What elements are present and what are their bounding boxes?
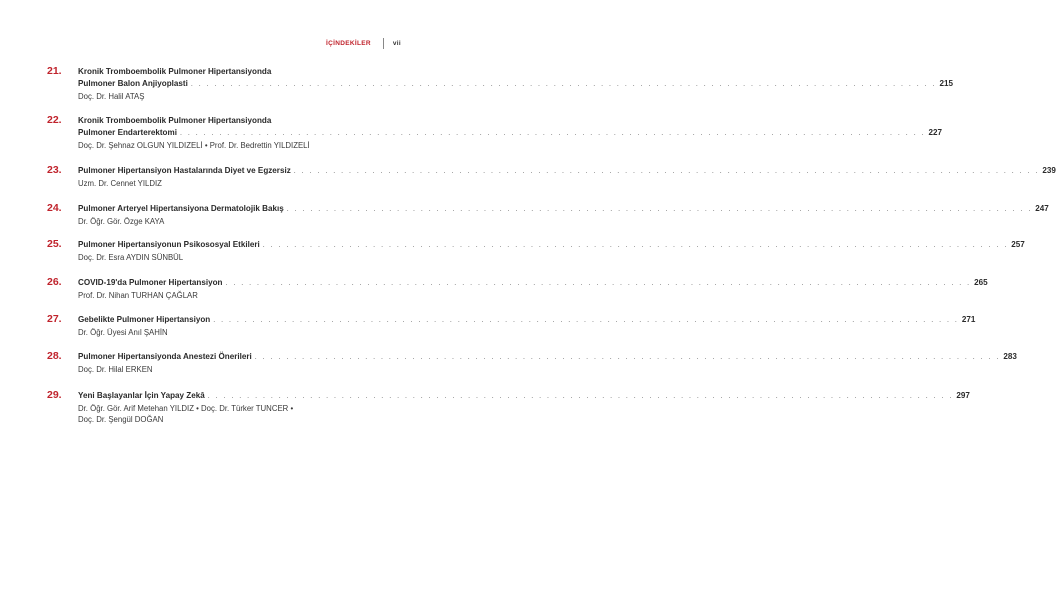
page-ref: 215 [939,79,953,88]
running-header [326,37,401,49]
chapter-authors: Prof. Dr. Nihan TURHAN ÇAĞLAR [78,291,198,300]
chapter-title-line [78,203,1049,216]
page-ref: 297 [956,391,970,400]
chapter-title-line [78,165,1056,178]
chapter-title-line [78,277,988,290]
header-divider [383,38,384,49]
chapter-title-line [78,239,1025,252]
entry-body [78,115,943,151]
chapter-authors: Doç. Dr. Şengül DOĞAN [78,415,164,424]
chapter-number: 23. [47,164,62,176]
chapter-number: 25. [47,238,62,250]
chapter-authors: Dr. Öğr. Gör. Özge KAYA [78,217,165,226]
chapter-number: 26. [47,276,62,288]
page-ref: 271 [961,315,976,324]
entry-body [78,66,953,102]
chapter-title: Pulmoner Endarterektomi [78,128,177,137]
entry-body [78,165,1056,189]
chapter-number: 22. [47,114,62,126]
chapter-title-line [78,390,970,403]
entry-body [78,203,1049,227]
chapter-title-line [78,115,382,127]
chapter-title: COVID-19'da Pulmoner Hipertansiyon [78,278,223,287]
chapter-number: 28. [47,350,62,362]
page-ref: 227 [928,128,943,137]
entry-body [78,314,976,338]
dot-leader: . . . . . . . . . . . . . . . . . . . . . . . . . . . . . . . . . . . . . . . . . . . . . . . . . . . . . . . . . . . . . . . . . . . . . . . . . . . . . . . . . . . . . . . . . . . . . . . [207,393,954,400]
chapter-authors: Doç. Dr. Halil ATAŞ [78,92,145,101]
chapter-title-line [78,127,943,140]
chapter-title: Pulmoner Hipertansiyonda Anestezi Önerileri [78,352,252,361]
page-ref: 239 [1042,166,1056,175]
dot-leader: . . . . . . . . . . . . . . . . . . . . . . . . . . . . . . . . . . . . . . . . . . . . . . . . . . . . . . . . . . . . . . . . . . . . . . . . . . . . . . . . . . . . . . . . . . . . . . . [179,130,926,137]
chapter-authors: Doç. Dr. Şehnaz OLGUN YILDIZELİ • Prof. Dr. Bedrettin YILDIZELİ [78,141,310,150]
chapter-number: 29. [47,389,62,401]
dot-leader: . . . . . . . . . . . . . . . . . . . . . . . . . . . . . . . . . . . . . . . . . . . . . . . . . . . . . . . . . . . . . . . . . . . . . . . . . . . . . . . . . . . . . . . . . . . . . . . [213,317,959,324]
page-ref: 257 [1011,240,1025,249]
chapter-title: Pulmoner Arteryel Hipertansiyona Dermatolojik Bakış [78,204,284,213]
running-header-title: İÇİNDEKİLER [326,39,371,47]
page-number: vii [392,39,401,47]
chapter-number: 27. [47,313,62,325]
chapter-title: Yeni Başlayanlar İçin Yapay Zekâ [78,391,205,400]
entry-body [78,277,988,301]
chapter-number: 24. [47,202,62,214]
page-ref: 247 [1035,204,1049,213]
chapter-title-line [78,314,976,327]
chapter-title: Pulmoner Hipertansiyon Hastalarında Diyet ve Egzersiz [78,166,291,175]
chapter-authors: Dr. Öğr. Gör. Arif Metehan YILDIZ • Doç. Dr. Türker TUNCER • [78,404,294,413]
dot-leader: . . . . . . . . . . . . . . . . . . . . . . . . . . . . . . . . . . . . . . . . . . . . . . . . . . . . . . . . . . . . . . . . . . . . . . . . . . . . . . . . . . . . . . . . . . . . . . . [190,81,937,88]
dot-leader: . . . . . . . . . . . . . . . . . . . . . . . . . . . . . . . . . . . . . . . . . . . . . . . . . . . . . . . . . . . . . . . . . . . . . . . . . . . . . . . . . . . . . . . . . . . . . . . [262,242,1009,249]
page-ref: 265 [974,278,988,287]
chapter-authors: Doç. Dr. Hilal ERKEN [78,365,153,374]
chapter-authors: Dr. Öğr. Üyesi Anıl ŞAHİN [78,328,168,337]
chapter-authors: Uzm. Dr. Cennet YILDIZ [78,179,162,188]
chapter-title: Pulmoner Hipertansiyonun Psikososyal Etkileri [78,240,260,249]
chapter-title-line [78,66,382,78]
entry-body [78,239,1025,263]
chapter-authors: Doç. Dr. Esra AYDIN SÜNBÜL [78,253,184,262]
dot-leader: . . . . . . . . . . . . . . . . . . . . . . . . . . . . . . . . . . . . . . . . . . . . . . . . . . . . . . . . . . . . . . . . . . . . . . . . . . . . . . . . . . . . . . . . . . . . . . . [286,206,1033,213]
entry-body [78,351,1017,375]
page-ref: 283 [1003,352,1017,361]
chapter-title: Kronik Tromboembolik Pulmoner Hipertansiyonda [78,116,272,125]
chapter-title: Gebelikte Pulmoner Hipertansiyon [78,315,211,324]
entry-body [78,390,970,425]
chapter-title-line [78,78,953,91]
chapter-title: Pulmoner Balon Anjiyoplasti [78,79,188,88]
chapter-number: 21. [47,65,62,77]
chapter-title-line [78,351,1017,364]
dot-leader: . . . . . . . . . . . . . . . . . . . . . . . . . . . . . . . . . . . . . . . . . . . . . . . . . . . . . . . . . . . . . . . . . . . . . . . . . . . . . . . . . . . . . . . . . . . . . . . [254,354,1001,361]
dot-leader: . . . . . . . . . . . . . . . . . . . . . . . . . . . . . . . . . . . . . . . . . . . . . . . . . . . . . . . . . . . . . . . . . . . . . . . . . . . . . . . . . . . . . . . . . . . . . . . [225,280,972,287]
dot-leader: . . . . . . . . . . . . . . . . . . . . . . . . . . . . . . . . . . . . . . . . . . . . . . . . . . . . . . . . . . . . . . . . . . . . . . . . . . . . . . . . . . . . . . . . . . . . . . . [293,168,1040,175]
chapter-title: Kronik Tromboembolik Pulmoner Hipertansiyonda [78,67,272,76]
